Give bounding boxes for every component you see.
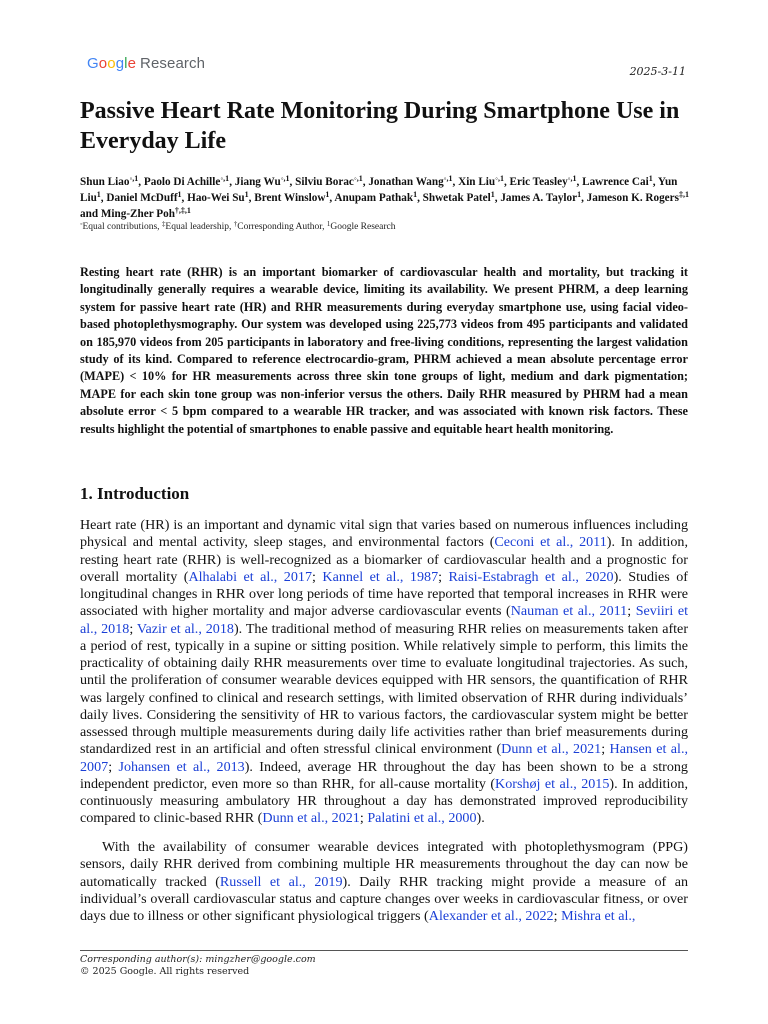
paragraph-text: ; bbox=[627, 603, 636, 620]
citation-link[interactable]: Kannel et al., 1987 bbox=[322, 568, 439, 585]
paragraph-text: ). Indeed, average HR throughout the day has been shown to be a strong independent predictor, even more so than RHR, for all-cause mortality ( bbox=[80, 758, 688, 792]
abstract: Resting heart rate (RHR) is an important biomarker of cardiovascular health and mortality, but tracking it longitudinally generally requires a wearable device, limiting its availability. We present PHRM, a deep learning system for passive heart rate (HR) and RHR measurements during everyday smartphone use, using facial video-based photoplethysmography. Our system was developed using 225,773 videos from 495 participants and validated on 185,970 videos from 205 participants in laboratory and free-living conditions, representing the largest validation study of its kind. Compared to reference electrocardio-gram, PHRM achieved a mean absolute percentage error (MAPE) < 10% for HR measurements across three skin tone groups of light, medium and dark pigmentation; MAPE for each skin tone group was non-inferior versus the others. Daily RHR measured by PHRM had a mean absolute error < 5 bpm compared to a wearable HR tracker, and was associated with known risk factors. These results highlight the potential of smartphones to enable passive and equitable heart health monitoring. bbox=[80, 265, 688, 436]
affiliation-text: Corresponding Author, bbox=[237, 222, 327, 232]
section-heading-introduction: 1. Introduction bbox=[80, 484, 190, 503]
author-affiliation-mark: †,‡,1 bbox=[174, 206, 191, 215]
citation-link[interactable]: Korshøj et al., 2015 bbox=[495, 775, 610, 792]
author-name: Shwetak Patel bbox=[422, 192, 491, 204]
affiliation-text: Equal leadership, bbox=[165, 222, 234, 232]
paragraph-text: ; bbox=[108, 758, 119, 775]
author-name: Silviu Borac bbox=[295, 176, 354, 188]
paragraph-text: ; bbox=[553, 908, 562, 924]
author-affiliation-mark: 1 bbox=[413, 190, 418, 199]
author-list: Shun Liao$^{◦,1}$, Paolo Di Achille$^{◦,1}$, Jiang $Wu^{◦,1}$, Silviu Borac$^{◦,1}$, Jonathan Wang$^{◦,1}$, Xin Liu$^{◦,1}$, Eric Teasley$^{◦,1}$, Lawrence Cai$^1$, Yun Liu$^1$, Daniel McDuff$^1$, Hao-Wei Su$^1$, Brent Winslow$^1$, Anupam Pathak$^1$, Shwetak Patel$^1$, James A. Taylor$^1$, Jameson K. Rogers$^{\ddagger,1}$ and Ming-Zher Poh$^{\dagger,\ddagger,1}$ bbox=[80, 174, 689, 220]
google-research-logo bbox=[87, 55, 205, 72]
citation-link[interactable]: Johansen et al., 2013 bbox=[118, 758, 245, 775]
citation-link[interactable]: Russell et al., 2019 bbox=[219, 873, 343, 890]
author-name: Brent Winslow bbox=[254, 192, 326, 204]
author-affiliation-mark: ◦,1 bbox=[280, 174, 290, 183]
citation-link[interactable]: Seviiri et al., 2018 bbox=[80, 603, 688, 637]
publication-date: 2025-3-11 bbox=[629, 65, 686, 78]
paragraph-text: With the availability of consumer wearable devices integrated with photoplethysmogram (PPG) sensors, daily RHR derived from combining multiple HR measurements throughout the day can now be automatically tracked ( bbox=[80, 839, 688, 890]
author-affiliation-mark: 1 bbox=[177, 190, 182, 199]
paragraph-text: ; bbox=[438, 568, 449, 585]
author-affiliation-mark: 1 bbox=[244, 190, 249, 199]
paragraph-text: ). Studies of longitudinal changes in RHR over long periods of time have reported that temporal increases in RHR were associated with higher mortality and major adverse cardiovascular events ( bbox=[80, 568, 688, 620]
author-affiliation-mark: 1 bbox=[648, 174, 653, 183]
author-name: Xin Liu bbox=[458, 176, 496, 188]
paragraph-text: ). bbox=[476, 810, 485, 827]
logo-letter: G bbox=[87, 55, 99, 72]
author-affiliation-mark: ◦,1 bbox=[495, 174, 504, 183]
paragraph-text: Heart rate (HR) is an important and dynamic vital sign that varies based on numerous influences including physical and mental activity, sleep stages, and environmental factors ( bbox=[80, 517, 688, 551]
citation-link[interactable]: Mishra et al., bbox=[561, 908, 636, 924]
citation-link[interactable]: Palatini et al., 2000 bbox=[367, 810, 477, 827]
author-name: Daniel McDuff bbox=[106, 192, 178, 204]
logo-letter: l bbox=[124, 55, 128, 72]
author-affiliation-mark: ◦,1 bbox=[567, 174, 577, 183]
author-name: Paolo Di Achille bbox=[143, 176, 221, 188]
logo-letter: o bbox=[98, 55, 108, 72]
logo-brand-text: Research bbox=[140, 55, 206, 72]
citation-link[interactable]: Ceconi et al., 2011 bbox=[494, 534, 607, 551]
citation-link[interactable]: Alhalabi et al., 2017 bbox=[188, 568, 312, 585]
paragraph-text: ; bbox=[312, 568, 323, 585]
logo-letter: g bbox=[115, 55, 125, 72]
affiliation-mark: ◦ bbox=[80, 220, 83, 228]
logo-letter: e bbox=[127, 55, 137, 72]
author-affiliation-mark: ◦,1 bbox=[353, 174, 363, 183]
paragraph-text: ). In addition, resting heart rate (RHR) is well-recognized as a biomarker of cardiovascular health and a prognostic for overall mortality ( bbox=[80, 534, 689, 585]
body-paragraph bbox=[80, 517, 688, 828]
paragraph-text: ; bbox=[359, 810, 368, 827]
paragraph-text: ). The traditional method of measuring RHR relies on measurements taken after a period of rest, typically in a supine or sitting position. While relatively simple to perform, this limits the practicality of obtaining daily RHR measurements over time to evaluate longitudinal trajectories. As such, until the proliferation of consumer wearable devices equipped with HR sensors, the quantification of RHR was largely confined to clinical and research settings, with limited observation of RHR during individuals’ daily lives. Considering the sensitivity of HR to various factors, the cardiovascular system might be better assessed through multiple measurements during daily life activities rather than brief measurements during standardized rest in an artificial and often stressful clinical environment ( bbox=[80, 620, 689, 758]
author-name: Eric Teasley bbox=[509, 176, 568, 188]
author-affiliation-mark: 1 bbox=[577, 190, 582, 199]
author-affiliation-mark: ‡,1 bbox=[678, 190, 689, 199]
paragraph-text: ; bbox=[601, 741, 610, 758]
paper-title: Passive Heart Rate Monitoring During Smartphone Use in Everyday Life bbox=[80, 98, 680, 154]
citation-link[interactable]: Nauman et al., 2011 bbox=[510, 603, 628, 620]
author-affiliation-mark: 1 bbox=[325, 190, 330, 199]
affiliation-mark: † bbox=[233, 220, 238, 228]
affiliation-text: Equal contributions, bbox=[82, 222, 162, 232]
author-name: Ming-Zher Poh bbox=[100, 208, 175, 220]
author-name: Yun Liu bbox=[80, 176, 678, 204]
affiliation-text: Google Research bbox=[330, 222, 396, 232]
citation-link[interactable]: Alexander et al., 2022 bbox=[428, 908, 554, 924]
author-name: Jonathan Wang bbox=[368, 176, 444, 188]
copyright-notice: © 2025 Google. All rights reserved bbox=[80, 966, 250, 977]
body-paragraph bbox=[80, 839, 688, 925]
author-affiliation-mark: ◦,1 bbox=[129, 174, 139, 183]
citation-link[interactable]: Hansen et al., 2007 bbox=[80, 741, 688, 775]
paragraph-text: ; bbox=[129, 620, 137, 637]
author-name: Shun Liao bbox=[80, 176, 130, 188]
author-name: Jameson K. Rogers bbox=[586, 192, 679, 204]
citation-link[interactable]: Raisi-Estabragh et al., 2020 bbox=[448, 568, 614, 585]
citation-link[interactable]: Dunn et al., 2021 bbox=[501, 741, 602, 758]
author-name: Anupam Pathak bbox=[334, 192, 414, 204]
citation-link[interactable]: Dunn et al., 2021 bbox=[262, 810, 360, 827]
affiliation-mark: ‡ bbox=[161, 220, 166, 228]
author-name: Hao-Wei Su bbox=[187, 192, 245, 204]
citation-link[interactable]: Vazir et al., 2018 bbox=[136, 620, 234, 637]
author-affiliation-mark: 1 bbox=[490, 190, 495, 199]
corresponding-author-note: Corresponding author(s): mingzher@google.com bbox=[80, 954, 316, 965]
author-affiliation-mark: 1 bbox=[96, 190, 101, 199]
paragraph-text: ). Daily RHR tracking might provide a measure of an individual’s overall cardiovascular status and capture changes over weeks in cardiovascular fitness, or over days due to illness or other significant physiological triggers ( bbox=[80, 873, 688, 924]
author-affiliation-mark: ◦,1 bbox=[220, 174, 230, 183]
footnote-divider bbox=[80, 950, 688, 951]
author-name: Jiang Wu bbox=[234, 176, 281, 188]
author-name: Lawrence Cai bbox=[582, 176, 649, 188]
author-name: James A. Taylor bbox=[500, 192, 578, 204]
affiliation-mark: 1 bbox=[326, 220, 331, 228]
affiliation-note bbox=[80, 222, 700, 232]
author-affiliation-mark: ◦,1 bbox=[443, 174, 453, 183]
logo-letter: o bbox=[107, 55, 116, 72]
paragraph-text: ). In addition, continuously measuring ambulatory HR throughout a day has demonstrated improved reproducibility compared to clinic-based RHR ( bbox=[80, 775, 688, 827]
